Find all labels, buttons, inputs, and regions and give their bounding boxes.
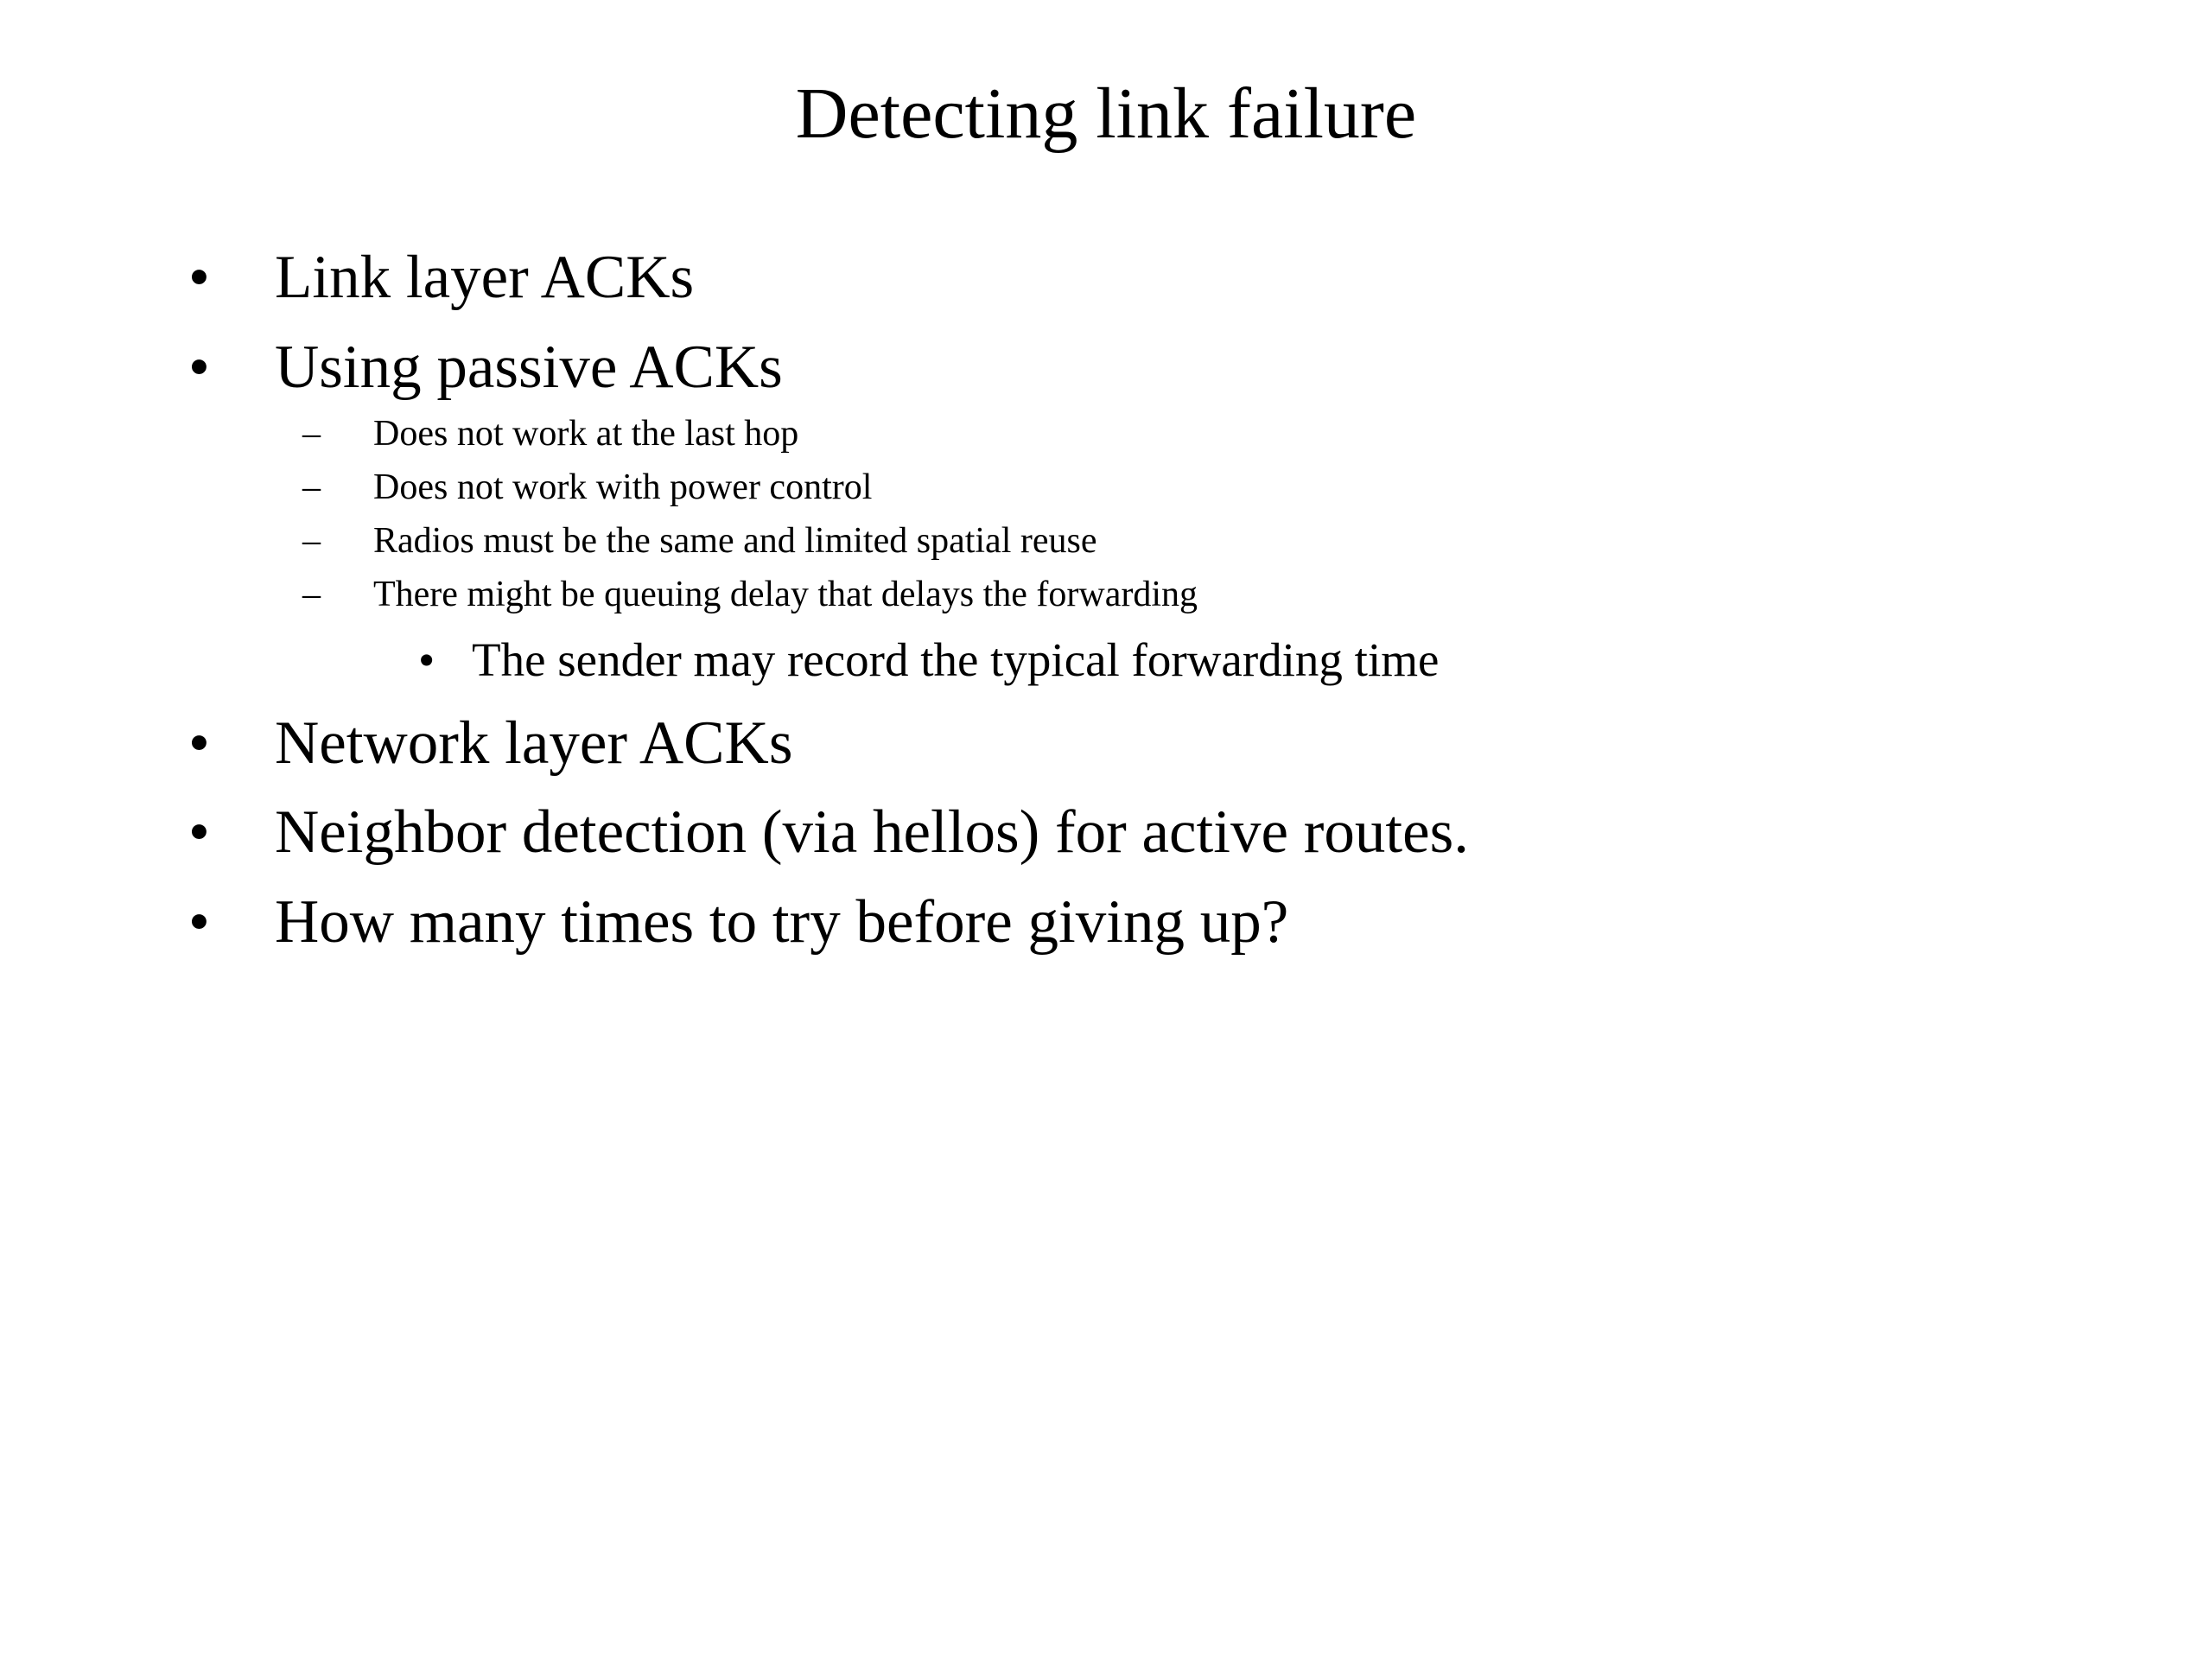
bullet-marker: •: [188, 798, 210, 866]
slide-title: Detecting link failure: [795, 73, 1417, 154]
dash-marker: –: [302, 414, 321, 454]
bullet-marker: •: [188, 244, 210, 311]
bullet-marker: •: [418, 633, 435, 686]
dash-marker: –: [302, 521, 321, 561]
dash-marker: –: [302, 467, 321, 507]
list-item-text: Does not work at the last hop: [373, 414, 799, 454]
bullet-marker: •: [188, 334, 210, 401]
list-item-text: Link layer ACKs: [275, 244, 695, 311]
dash-marker: –: [302, 575, 321, 614]
list-item-text: Neighbor detection (via hellos) for active routes.: [275, 798, 1470, 866]
list-item-text: How many times to try before giving up?: [275, 888, 1289, 956]
list-item-text: Radios must be the same and limited spatial reuse: [373, 521, 1097, 561]
bullet-marker: •: [188, 709, 210, 777]
list-item-text: Does not work with power control: [373, 467, 873, 507]
list-item-text: The sender may record the typical forwarding time: [472, 633, 1440, 686]
list-item-text: Using passive ACKs: [275, 334, 783, 401]
bullet-marker: •: [188, 888, 210, 956]
list-item-text: Network layer ACKs: [275, 709, 793, 777]
list-item-text: There might be queuing delay that delays the forwarding: [373, 575, 1198, 614]
